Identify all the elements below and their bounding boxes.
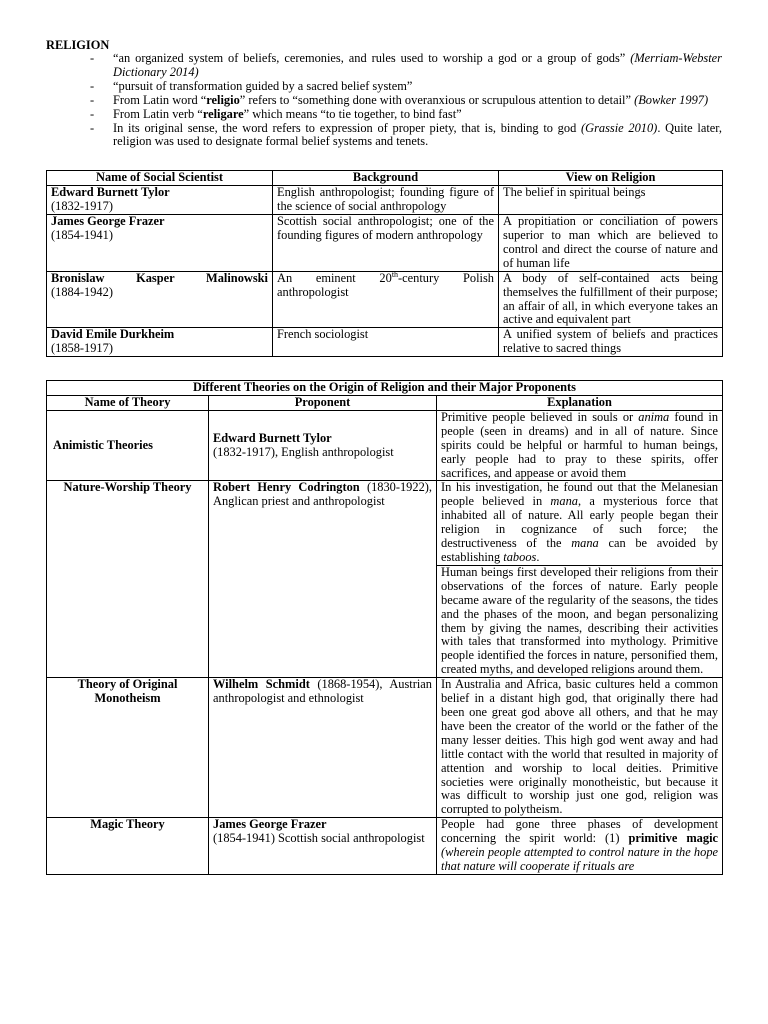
table-row (47, 328, 723, 357)
table-row (47, 215, 723, 272)
scientist-cell: James George Frazer (1854-1941) (47, 215, 273, 272)
proponent-cell: Robert Henry Codrington (1830-1922), Anglican priest and anthropologist (209, 481, 437, 678)
proponent-cell: Edward Burnett Tylor (1832-1917), English anthropologist (209, 410, 437, 481)
background-cell: An eminent 20th-century Polish anthropologist (273, 271, 499, 328)
table-row (47, 186, 723, 215)
background-cell: French sociologist (273, 328, 499, 357)
explanation-cell: Primitive people believed in souls or anima found in people (seen in dreams) and in all of nature. Since spirits could be helpful or harmful to human beings, early people had to pray to these spirits, offer sacrifices, and appease or avoid them (437, 410, 723, 481)
table-row (47, 410, 723, 481)
table-row (47, 678, 723, 818)
table-header-row (47, 396, 723, 411)
table-header-row (47, 171, 723, 186)
theory-cell: Theory of Original Monotheism (47, 678, 209, 818)
theory-cell: Nature-Worship Theory (47, 481, 209, 678)
view-cell: A propitiation or conciliation of powers superior to man which are believed to control and direct the course of nature and of human life (499, 215, 723, 272)
column-header: Name of Social Scientist (47, 171, 273, 186)
scientist-cell: Bronislaw Kasper Malinowski (1884-1942) (47, 271, 273, 328)
table-row (47, 818, 723, 875)
scientist-cell: Edward Burnett Tylor (1832-1917) (47, 186, 273, 215)
column-header: Background (273, 171, 499, 186)
definition-item: - From Latin verb “religare” which means “to tie together, to bind fast” (90, 106, 462, 121)
explanation-cell: Human beings first developed their religions from their observations of the forces of nature. Early people became aware of the regularity of the seasons, the tides and the phases of the moon, and began personalizing them by giving the names, describing their activities with tales that transformed into mythology. Primitive people identified the forces in nature, personified them, created myths, and developed religions around them. (437, 565, 723, 677)
definition-item: - From Latin word “religio” refers to “something done with overanxious or scrupulous attention to detail” (Bowker 1997) (90, 92, 709, 107)
background-cell: Scottish social anthropologist; one of the founding figures of modern anthropology (273, 215, 499, 272)
theory-cell: Magic Theory (47, 818, 209, 875)
definition-item: - “an organized system of beliefs, ceremonies, and rules used to worship a god or a group of gods” (Merriam-Webster Dictionary 2014) (90, 51, 722, 79)
table-row (47, 481, 723, 565)
scientist-cell: David Emile Durkheim (1858-1917) (47, 328, 273, 357)
background-cell: English anthropologist; founding figure of the science of social anthropology (273, 186, 499, 215)
proponent-cell: Wilhelm Schmidt (1868-1954), Austrian anthropologist and ethnologist (209, 678, 437, 818)
column-header: View on Religion (499, 171, 723, 186)
table-caption-row (47, 381, 723, 396)
table-caption: Different Theories on the Origin of Religion and their Major Proponents (47, 381, 723, 396)
theory-cell: Animistic Theories (47, 410, 209, 481)
explanation-cell: People had gone three phases of development concerning the spirit world: (1) primitive magic (wherein people attempted to control nature in the hope that nature will cooperate if rituals are (437, 818, 723, 875)
scientists-table (46, 170, 723, 357)
definition-item: - “pursuit of transformation guided by a sacred belief system” (90, 78, 413, 93)
column-header: Name of Theory (47, 396, 209, 411)
page-title: RELIGION (46, 38, 110, 52)
column-header: Explanation (437, 396, 723, 411)
definition-item: - In its original sense, the word refers to expression of proper piety, that is, binding to god (Grassie 2010). Quite later, religion was used to designate formal belief systems and tenets. (90, 120, 722, 149)
definitions-list (46, 52, 722, 149)
view-cell: A body of self-contained acts being themselves the fulfillment of their purpose; an affair of all, in which everyone takes an active and equivalent part (499, 271, 723, 328)
table-row (47, 271, 723, 328)
theories-table (46, 380, 723, 875)
view-cell: A unified system of beliefs and practices relative to sacred things (499, 328, 723, 357)
explanation-cell: In Australia and Africa, basic cultures held a common belief in a distant high god, that originally there had been one great god above all others, and that he may have been the creator of the world or the father of the many lesser deities. This high god went away and had little contact with the world that resulted in majority of attention and worship to local deities. Primitive societies were originally monotheistic, but because it was difficult to worship just one god, religion was corrupted to polytheism. (437, 678, 723, 818)
explanation-cell: In his investigation, he found out that the Melanesian people believed in mana, a mysterious force that inhabited all of nature. All early people began their religion in cognizance of such force; the destructiveness of the mana can be avoided by establishing taboos. (437, 481, 723, 565)
page (46, 38, 722, 875)
view-cell: The belief in spiritual beings (499, 186, 723, 215)
column-header: Proponent (209, 396, 437, 411)
proponent-cell: James George Frazer (1854-1941) Scottish social anthropologist (209, 818, 437, 875)
